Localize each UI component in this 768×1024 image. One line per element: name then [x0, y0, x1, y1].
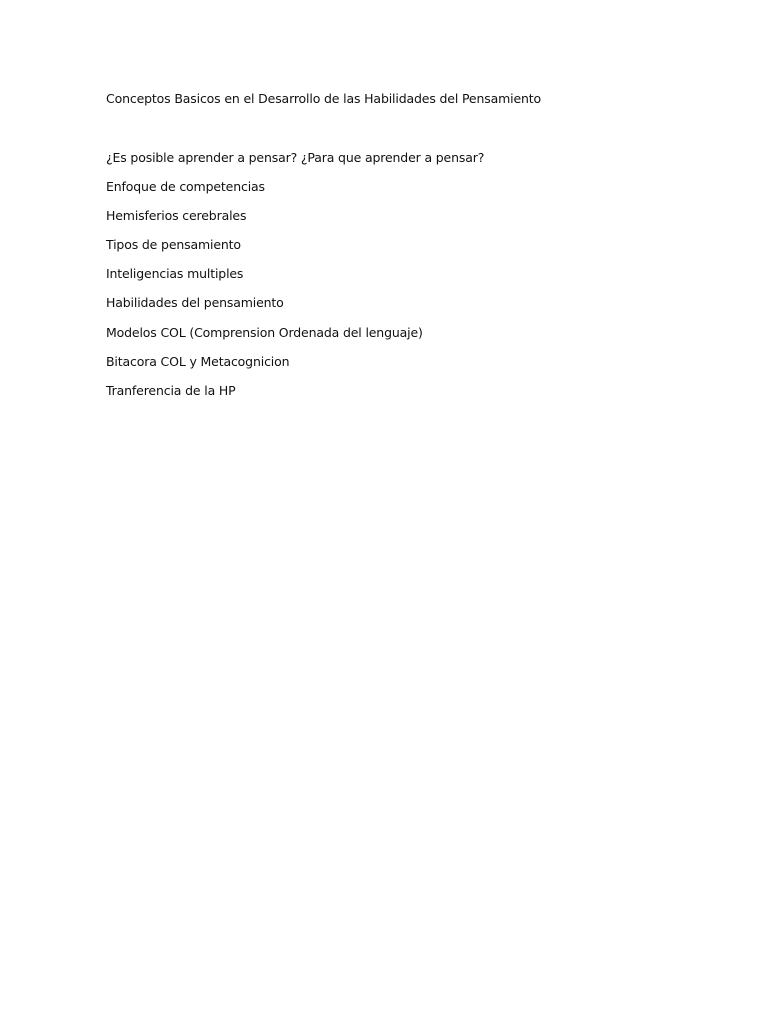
- topic-item: Modelos COL (Comprension Ordenada del lenguaje): [106, 324, 423, 340]
- document-title: Conceptos Basicos en el Desarrollo de las Habilidades del Pensamiento: [106, 91, 542, 106]
- topic-item: Enfoque de competencias: [106, 179, 265, 195]
- topic-list: [106, 149, 484, 411]
- topic-item: Bitacora COL y Metacognicion: [106, 353, 290, 369]
- topic-item: Habilidades del pensamiento: [106, 295, 284, 311]
- topic-item: Inteligencias multiples: [106, 266, 244, 282]
- topic-item: ¿Es posible aprender a pensar? ¿Para que aprender a pensar?: [106, 150, 485, 165]
- topic-item: Tranferencia de la HP: [106, 382, 236, 398]
- topic-item: Hemisferios cerebrales: [106, 208, 247, 224]
- topic-item: Tipos de pensamiento: [106, 237, 241, 253]
